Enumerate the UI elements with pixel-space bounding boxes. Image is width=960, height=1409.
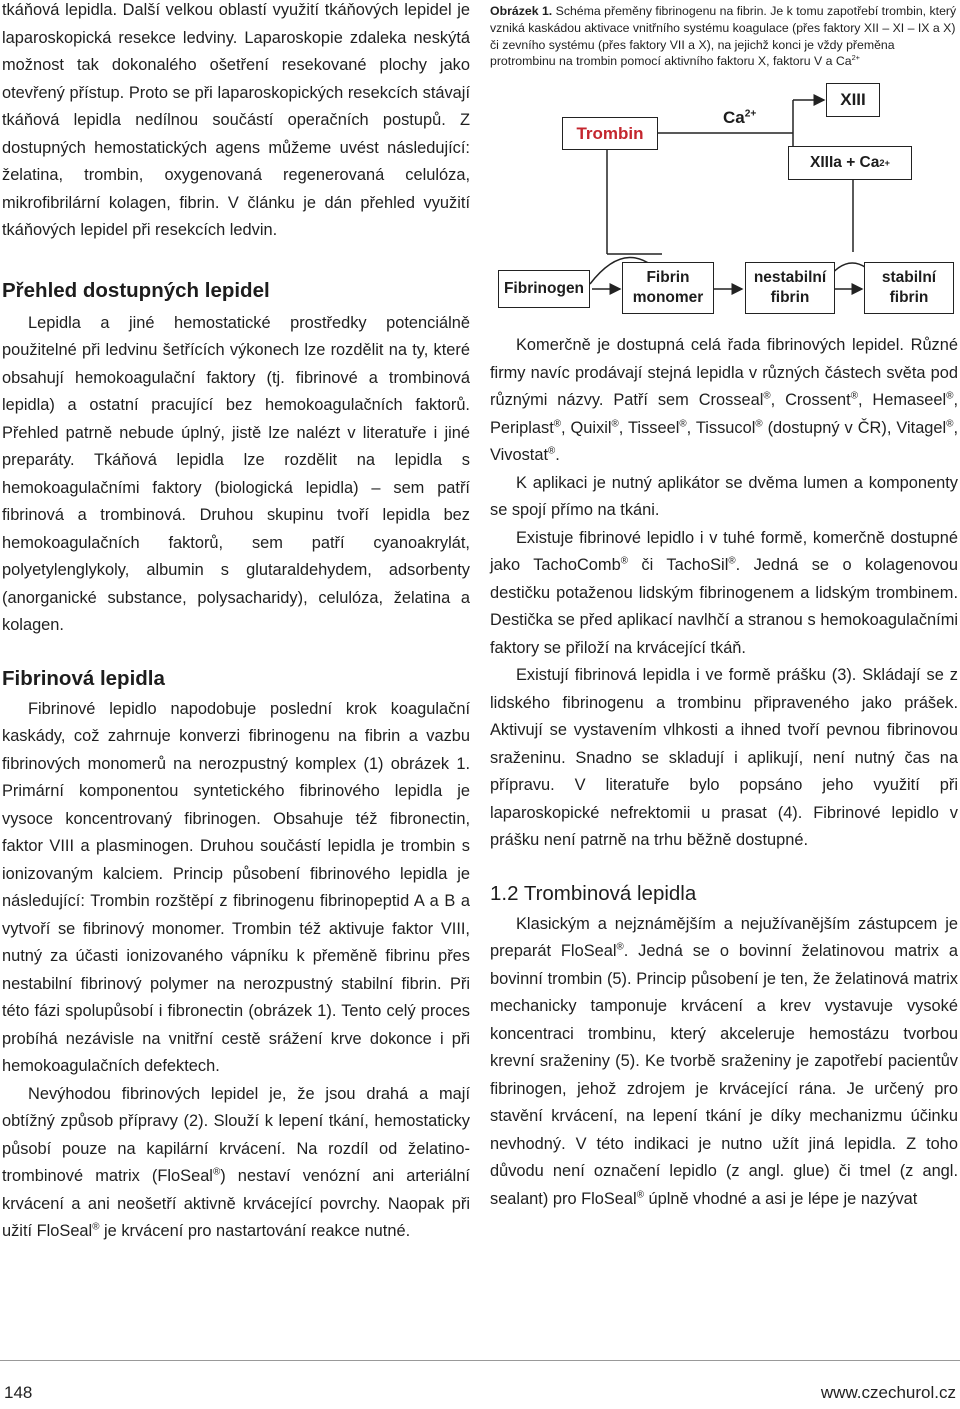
figure-caption: Obrázek 1. Schéma přeměny fibrinogenu na fibrin. Je k tomu zapotřebí trombin, který vzniká kaskádou aktivace vnitřního systému koagulace (přes faktory XII – XI – IX a X) či zevního systému (přes faktory VII a X), na jejichž konci je vždy přeměna protrombinu na trombin pomocí aktivního faktoru X, faktoru V a $Ca^{2+}$ [490, 4, 957, 69]
paragraph-aplikator: K aplikaci je nutný aplikátor se dvěma lumen a komponenty se spojí přímo na tkáni. [490, 473, 958, 520]
box-fibrinogen: Fibrinogen [498, 270, 590, 308]
page-number: 148 [4, 1383, 33, 1402]
figure-fibrin-diagram [490, 72, 958, 328]
footer-rule [0, 1360, 960, 1361]
box-nestabilni-fibrin: nestabilní fibrin [745, 262, 835, 314]
paragraph-komercne: Komerčně je dostupná celá řada fibrinových lepidel. Různé firmy navíc prodávají stejná lepidla v různých částech světa pod různými názvy. Patří sem Crosseal®, Crossent®, Hemaseel®, Periplast®, Quixil®, Tisseel®, Tissucol® (dostupný v ČR), Vitagel®, Vivostat®. [490, 336, 958, 465]
heading-prehled: Přehled dostupných lepidel [2, 278, 270, 302]
paragraph-floseal: Klasickým a nejznámějším a nejužívanějším zástupcem je preparát FloSeal®. Jedná se o bovinní želatinovou matrix a bovinní trombin (5). Princip působení je ten, že želatinová matrix mechanicky tamponuje krvácení a krev vystavuje vysoké koncentraci trombinu, který akceleruje hemostázu tvorbou krevní sraženiny (5). Ke tvorbě sraženiny je zapotřebí pacientův fibrinogen, jehož zdrojem je krvácející rána. Je určený pro stavění krvácení, na lepení tkání je díky mechanizmu účinku nevhodný. V této indikaci je nutno užít jiná lepidla. Z toho důvodu není označení lepidlo (z angl. glue) či tmel (z angl. sealant) pro FloSeal® úplně vhodné a asi je lépe je nazývat [490, 914, 958, 1208]
paragraph-tuha-forma: Existuje fibrinové lepidlo i v tuhé formě, komerčně dostupné jako TachoComb® či TachoSil®. Jedná se o kolagenovou destičku potaženou lidským fibrinogenem a lidským trombinem. Destička se před aplikací navlhčí a stranou s hemokoagulačními faktory se přiloží na krvácející tkáň. [490, 528, 958, 657]
left-column [2, 0, 470, 1246]
label-ca: $Ca^{2+}$ [723, 108, 757, 128]
paragraph-fibrin-1: Fibrinové lepidlo napodobuje poslední krok koagulační kaskády, což zahrnuje konverzi fibrinogenu na fibrin a vazbu fibrinových monomerů na nerozpustný komplex (1) obrázek 1. Primární komponentou syntetického fibrinového lepidla je vysoce koncentrovaný fibrinogen. Obsahuje též fibronectin, faktor VIII a plasminogen. Druhou součástí lepidla je trombin s ionizovaným kalciem. Princip působení fibrinového lepidla je následující: Trombin rozštěpí z fibrinogenu fibrinopeptid A a B a vytvoří se fibrinový monomer. Trombin též aktivuje faktor VIII, nutný za účasti ionizovaného vápníku k přeměně fibrinu přes nestabilní fibrinový polymer na nerozpustný stabilní fibrin. Při této fázi spolupůsobí i fibronectin (obrázek 1). Tento celý proces probíhá nezávisle na vnitřní cestě srážení krve dokonce i při hemokoagulačních defektech. [2, 699, 470, 1075]
box-fibrin-monomer: Fibrin monomer [622, 262, 714, 314]
heading-trombinova-lepidla: 1.2 Trombinová lepidla [490, 881, 697, 905]
box-trombin: Trombin [562, 117, 658, 150]
box-stabilni-fibrin: stabilní fibrin [864, 262, 954, 314]
paragraph-prasek: Existují fibrinová lepidla i ve formě prášku (3). Skládají se z lidského fibrinogenu a trombinu připraveného jako prášek. Aktivují se vystavením vlhkosti a ihned tvoří pevnou fibrinovou sraženinu. Snadno se skladují i aplikují, není nutný čas na přípravu. V literatuře bylo popsáno jeho využití při laparoskopické nefrektomii u prasat (4). Fibrinové lepidlo v prášku není patrně na trhu běžně dostupné. [490, 666, 958, 850]
right-column [490, 0, 958, 1213]
box-xiiia: XIIIa + Ca 2+ [788, 146, 912, 180]
paragraph-prehled: Lepidla a jiné hemostatické prostředky potenciálně použitelné při ledvinu šetřících výkonech lze rozdělit na ty, které obsahují hemokoagulační faktory (tj. fibrinové a trombinová lepidla) a ostatní pracující bez hemokoagulačních faktorů. Přehled patrně nebude úplný, jistě lze nalézt v literatuře i jiné preparáty. Tkáňová lepidla lze rozdělit na lepidla s hemokoagulačními faktory (biologická lepidla) – sem patří fibrinová a trombinová. Druhou skupinu tvoří lepidla bez hemokoagulačních faktorů, sem patří cyanoakrylát, polyetylenglykoly, albumin s glutaraldehydem, adsorbenty (anorganické substance, polysacharidy), celulóza, želatina a kolagen. [2, 313, 470, 634]
website-url: www.czechurol.cz [820, 1383, 956, 1402]
paragraph-fibrin-2: Nevýhodou fibrinových lepidel je, že jsou drahá a mají obtížný způsob přípravy (2). Slouží k lepení tkání, hemostaticky působí pouze na kapilární krvácení. Na rozdíl od želatino-trombinové matrix (FloSeal®) nestaví venózní ani arteriální krvácení a ani neošetří aktivně krvácející povrchy. Naopak při užití FloSeal® je krvácení pro nastartování reakce nutné. [2, 1084, 470, 1240]
intro-paragraph: tkáňová lepidla. Další velkou oblastí využití tkáňových lepidel je laparoskopická resekce ledviny. Laparoskopie zdaleka neskýtá možnost tak dokonalého ošetření resekované plochy jako otevřený přístup. Proto se při laparoskopických resekcích stávají tkáňová lepidla nedílnou součástí operačních postupů. Z dostupných hemostatických agens můžeme uvést následující: želatina, trombin, oxygenovaná regenerovaná celulóza, mikrofibrilární kolagen, fibrin. V článku je dán přehled využití tkáňových lepidel při resekcích ledvin. [2, 1, 470, 239]
box-xiii: XIII [826, 83, 880, 117]
heading-fibrinova-lepidla: Fibrinová lepidla [2, 666, 165, 690]
